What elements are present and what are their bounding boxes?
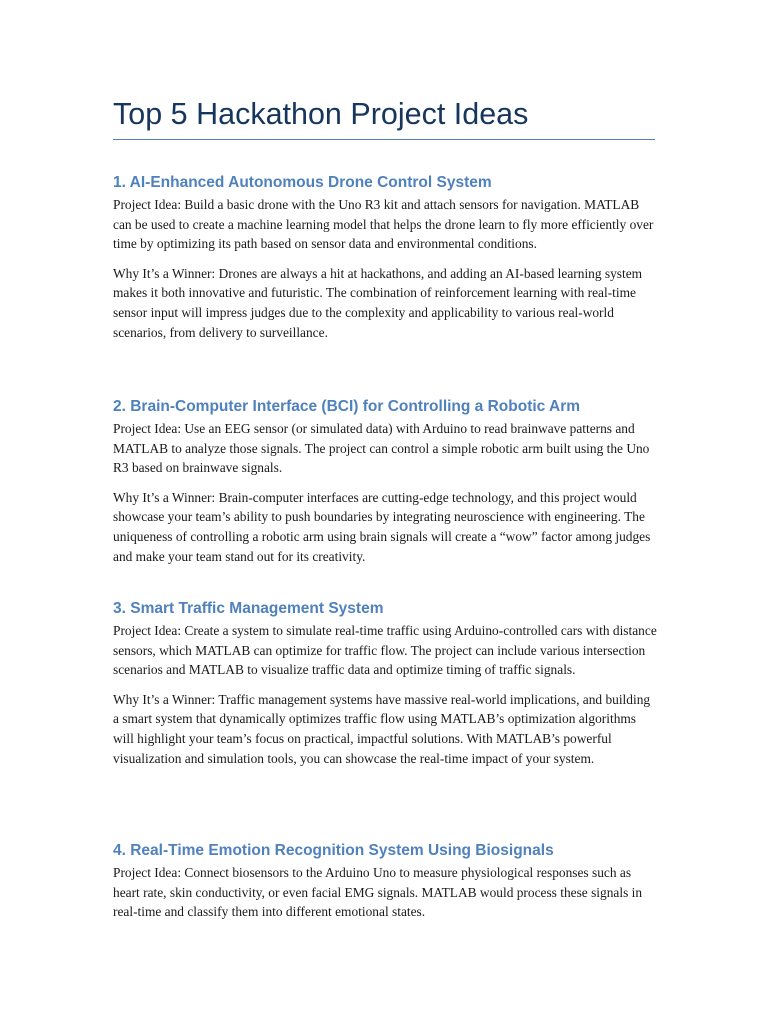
section-heading: 3. Smart Traffic Management System xyxy=(113,600,384,617)
section-heading: 1. AI-Enhanced Autonomous Drone Control System xyxy=(113,174,492,191)
why-winner-paragraph: Why It’s a Winner: Drones are always a hit at hackathons, and adding an AI-based learning system makes it both innovative and futuristic. The combination of reinforcement learning with real-time sensor input will impress judges due to the complexity and applicability to various real-world scenarios, from delivery to surveillance. xyxy=(113,265,643,340)
project-idea-paragraph: Project Idea: Build a basic drone with the Uno R3 kit and attach sensors for navigation. MATLAB can be used to create a machine learning model that helps the drone learn to fly more efficiently over time by optimizing its path based on sensor data and environmental conditions. xyxy=(113,197,654,252)
section-heading: 4. Real-Time Emotion Recognition System Using Biosignals xyxy=(113,842,554,859)
project-idea-paragraph: Project Idea: Create a system to simulate real-time traffic using Arduino-controlled cars with distance sensors, which MATLAB can optimize for traffic flow. The project can include various intersection scenarios and MATLAB to visualize traffic data and optimize timing of traffic signals. xyxy=(113,623,657,678)
title-divider xyxy=(113,139,655,140)
section-1 xyxy=(113,171,658,342)
document-title: Top 5 Hackathon Project Ideas xyxy=(113,97,529,131)
why-winner-paragraph: Why It’s a Winner: Brain-computer interfaces are cutting-edge technology, and this project would showcase your team’s ability to push boundaries by integrating neuroscience with engineering. The uniqueness of controlling a robotic arm using brain signals will create a “wow” factor among judges and make your team stand out for its creativity. xyxy=(113,489,651,564)
project-idea-paragraph: Project Idea: Connect biosensors to the Arduino Uno to measure physiological responses such as heart rate, skin conductivity, or even facial EMG signals. MATLAB would process these signals in real-time and classify them into different emotional states. xyxy=(113,865,643,920)
section-4 xyxy=(113,839,658,922)
section-heading: 2. Brain-Computer Interface (BCI) for Controlling a Robotic Arm xyxy=(113,398,581,415)
why-winner-paragraph: Why It’s a Winner: Traffic management systems have massive real-world implications, and building a smart system that dynamically optimizes traffic flow using MATLAB’s optimization algorithms will highlight your team’s focus on practical, impactful solutions. With MATLAB’s powerful visualization and simulation tools, you can showcase the real-time impact of your system. xyxy=(113,691,651,766)
section-2 xyxy=(113,395,658,566)
project-idea-paragraph: Project Idea: Use an EEG sensor (or simulated data) with Arduino to read brainwave patterns and MATLAB to analyze those signals. The project can control a simple robotic arm built using the Uno R3 based on brainwave signals. xyxy=(113,421,650,476)
section-3 xyxy=(113,597,658,768)
